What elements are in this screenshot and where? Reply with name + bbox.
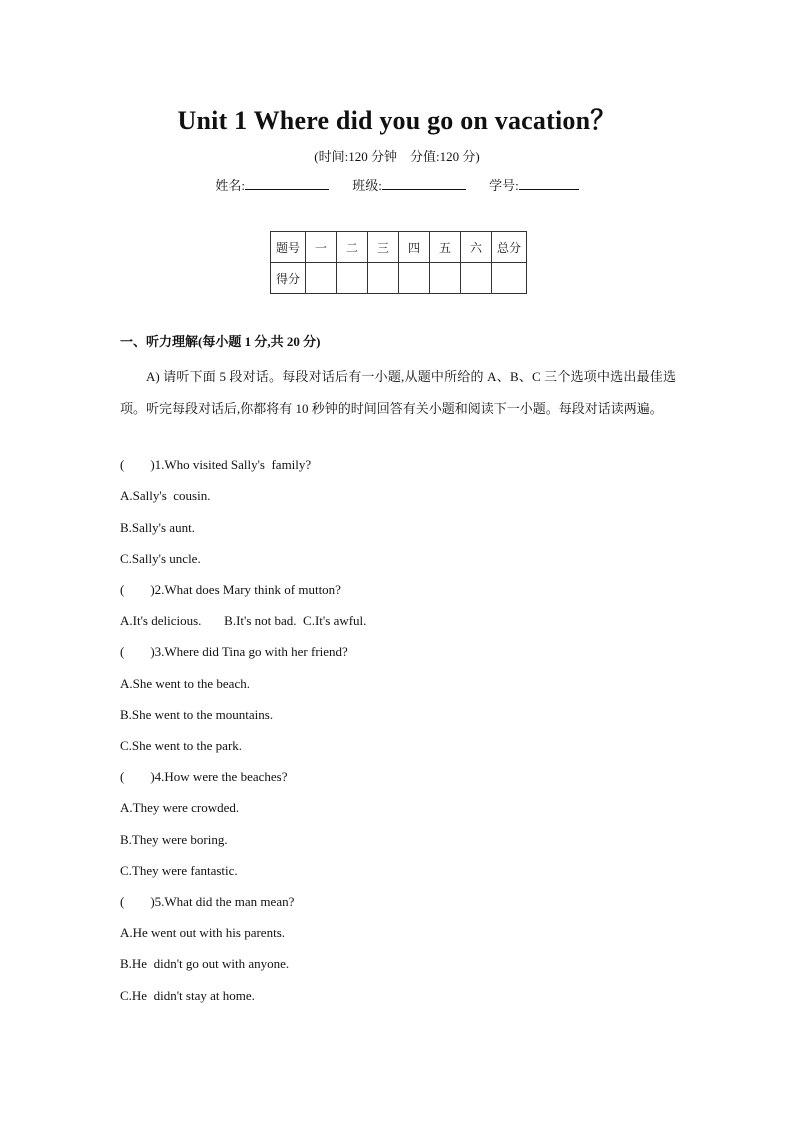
header-cell: 五 <box>430 232 461 263</box>
option-line: B.They were boring. <box>120 832 228 847</box>
option-line: B.Sally's aunt. <box>120 520 195 535</box>
header-cell: 总分 <box>492 232 527 263</box>
option-line: C.Sally's uncle. <box>120 551 201 566</box>
option-line: B.He didn't go out with anyone. <box>120 956 290 971</box>
header-cell: 题号 <box>271 232 306 263</box>
score-cell[interactable] <box>337 263 368 294</box>
option-line: A.They were crowded. <box>120 800 240 815</box>
name-label: 姓名: <box>215 178 245 193</box>
question-line: ( )2.What does Mary think of mutton? <box>120 582 341 597</box>
class-blank[interactable] <box>382 177 466 190</box>
score-row-label: 得分 <box>271 263 306 294</box>
question-line: ( )1.Who visited Sally's family? <box>120 457 312 472</box>
student-info-line <box>0 175 794 194</box>
score-cell[interactable] <box>430 263 461 294</box>
score-table-score-row <box>271 263 527 294</box>
option-line: A.She went to the beach. <box>120 676 250 691</box>
header-cell: 四 <box>399 232 430 263</box>
exam-time-score: (时间:120 分钟 分值:120 分) <box>314 149 480 164</box>
question-line: ( )3.Where did Tina go with her friend? <box>120 644 348 659</box>
option-line: B.She went to the mountains. <box>120 707 274 722</box>
option-line: C.They were fantastic. <box>120 863 238 878</box>
score-table <box>270 231 527 294</box>
option-line: A.Sally's cousin. <box>120 488 211 503</box>
option-line: C.He didn't stay at home. <box>120 988 255 1003</box>
option-line: A.It's delicious. B.It's not bad. C.It's awful. <box>120 613 367 628</box>
class-label: 班级: <box>352 178 382 193</box>
question-line: ( )4.How were the beaches? <box>120 769 288 784</box>
header-cell: 一 <box>306 232 337 263</box>
page-title: Unit 1 Where did you go on vacation？ <box>177 106 617 135</box>
question-line: ( )5.What did the man mean? <box>120 894 295 909</box>
name-blank[interactable] <box>245 177 329 190</box>
score-cell[interactable] <box>492 263 527 294</box>
header-cell: 三 <box>368 232 399 263</box>
header-cell: 六 <box>461 232 492 263</box>
score-table-header-row <box>271 232 527 263</box>
name-field <box>215 178 329 193</box>
class-field <box>352 178 466 193</box>
id-blank[interactable] <box>519 177 579 190</box>
header-cell: 二 <box>337 232 368 263</box>
score-cell[interactable] <box>306 263 337 294</box>
id-label: 学号: <box>489 178 519 193</box>
id-field <box>489 178 579 193</box>
score-cell[interactable] <box>368 263 399 294</box>
option-line: C.She went to the park. <box>120 738 243 753</box>
score-cell[interactable] <box>461 263 492 294</box>
section-heading: 一、听力理解(每小题 1 分,共 20 分) <box>120 334 321 349</box>
option-line: A.He went out with his parents. <box>120 925 286 940</box>
score-cell[interactable] <box>399 263 430 294</box>
section-instructions: A) 请听下面 5 段对话。每段对话后有一小题,从题中所给的 A、B、C 三个选项中选出最佳选项。听完每段对话后,你都将有 10 秒钟的时间回答有关小题和阅读下一小题。每段对话读两遍。 <box>120 369 676 416</box>
